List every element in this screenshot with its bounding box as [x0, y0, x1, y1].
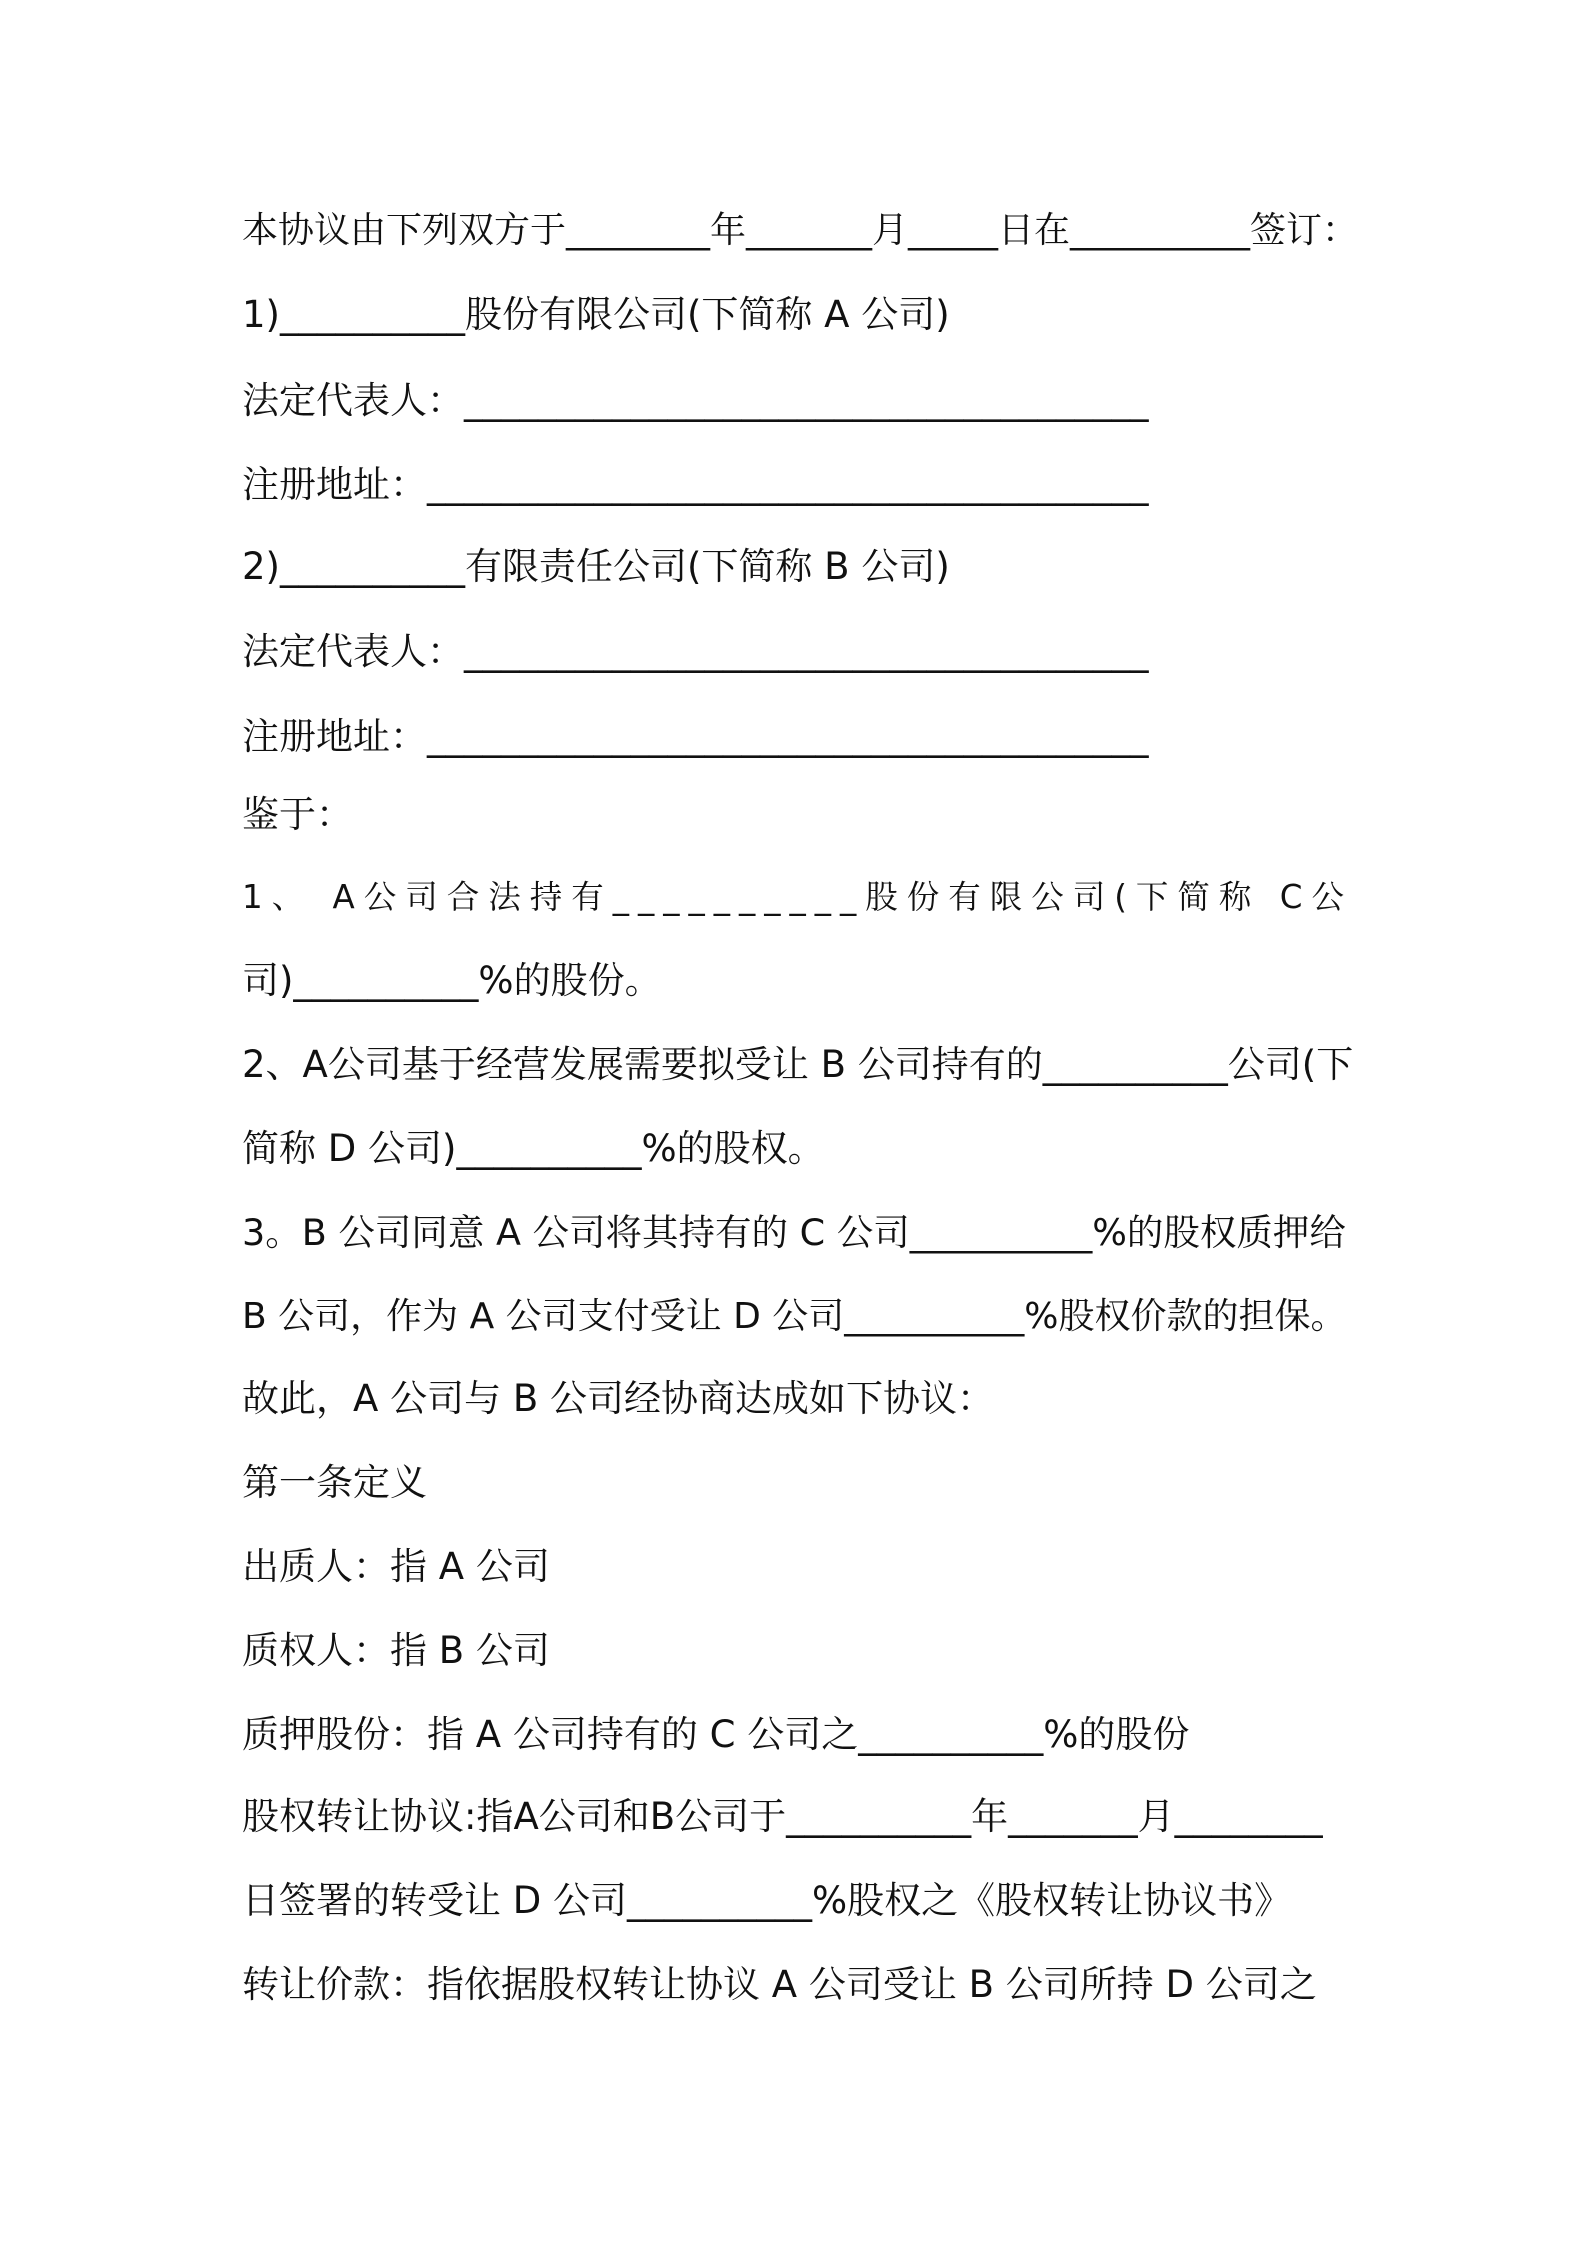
recital-1-line-2: 司)__________%的股份。 [242, 959, 662, 1002]
party-a-legal-rep: 法定代表人：_____________________________________ [242, 379, 1149, 422]
recital-3-line-2: B 公司，作为 A 公司支付受让 D 公司__________%股权价款的担保。 [242, 1296, 1347, 1337]
definition-transfer-agreement-line-2: 日签署的转受让 D 公司__________%股权之《股权转让协议书》 [242, 1879, 1292, 1922]
definition-transfer-price: 转让价款：指依据股权转让协议 A 公司受让 B 公司所持 D 公司之 [242, 1963, 1317, 2006]
party-b-address: 注册地址：_______________________________________ [242, 715, 1149, 758]
party-b-legal-rep: 法定代表人：_____________________________________ [242, 630, 1149, 673]
recital-2-line-1: 2、A公司基于经营发展需要拟受让 B 公司持有的__________公司(下 [242, 1043, 1354, 1086]
recital-1-line-1: 1、 A公司合法持有__________股份有限公司(下简称 C公 [242, 878, 1353, 916]
article-1-heading: 第一条定义 [242, 1461, 427, 1504]
recital-2-line-2: 简称 D 公司)__________%的股权。 [242, 1127, 825, 1170]
definition-transfer-agreement-line-1: 股权转让协议:指A公司和B公司于__________年_______月________ [242, 1795, 1323, 1838]
definition-pledgor: 出质人：指 A 公司 [242, 1545, 550, 1588]
definition-pledgee: 质权人：指 B 公司 [242, 1629, 550, 1672]
agreement-signing-line: 本协议由下列双方于________年_______月_____日在__________签订： [242, 210, 1359, 251]
definition-pledged-shares: 质押股份：指 A 公司持有的 C 公司之__________%的股份 [242, 1713, 1190, 1756]
whereas-heading: 鉴于： [242, 793, 353, 836]
party-a-address: 注册地址：_______________________________________ [242, 463, 1149, 506]
agreement-intro: 故此，A 公司与 B 公司经协商达成如下协议： [242, 1377, 994, 1420]
party-a-line: 1)__________股份有限公司(下简称 A 公司) [242, 293, 950, 336]
party-b-line: 2)__________有限责任公司(下简称 B 公司) [242, 545, 950, 588]
recital-3-line-1: 3。B 公司同意 A 公司将其持有的 C 公司__________%的股权质押给 [242, 1211, 1346, 1254]
